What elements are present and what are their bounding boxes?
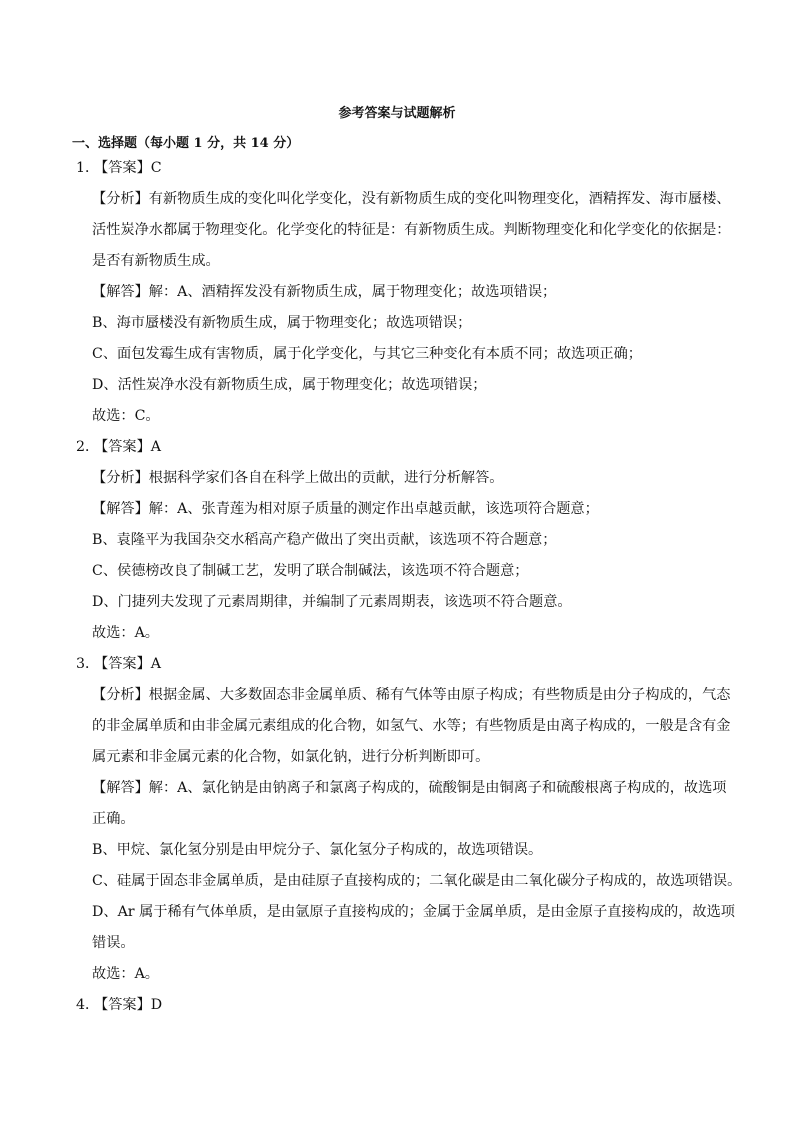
explanation-text: 【解答】解：A、氯化钠是由钠离子和氯离子构成的，硫酸铜是由铜离子和硫酸根离子构成的，故选项	[92, 780, 727, 796]
explanation-text: B、甲烷、氯化氢分别是由甲烷分子、氯化氢分子构成的，故选项错误。	[92, 842, 543, 858]
explanation-text: 【解答】解：A、酒精挥发没有新物质生成，属于物理变化；故选项错误；	[92, 284, 557, 300]
question-number: 1．	[76, 160, 100, 176]
answer-text: 【答案】A	[94, 439, 161, 455]
explanation-text: D、Ar 属于稀有气体单质，是由氩原子直接构成的；金属于金属单质，是由金原子直接构成的，故选项	[92, 904, 735, 920]
explanation-text: B、海市蜃楼没有新物质生成，属于物理变化；故选项错误；	[92, 315, 472, 331]
explanation-text: 属元素和非金属元素的化合物，如氯化钠，进行分析判断即可。	[92, 749, 490, 765]
question-number: 4．	[76, 997, 100, 1013]
explanation-text: D、活性炭净水没有新物质生成，属于物理变化；故选项错误；	[92, 377, 487, 393]
explanation-text: 【分析】有新物质生成的变化叫化学变化，没有新物质生成的变化叫物理变化，酒精挥发、海市蜃楼、	[92, 191, 731, 207]
question-number: 2．	[76, 439, 100, 455]
explanation-text: 故选：A。	[92, 625, 159, 641]
explanation-text: 【分析】根据科学家们各自在科学上做出的贡献，进行分析解答。	[92, 470, 504, 486]
explanation-text: C、面包发霉生成有害物质，属于化学变化，与其它三种变化有本质不同；故选项正确；	[92, 346, 642, 362]
page-title: 参考答案与试题解析	[338, 106, 456, 121]
section-heading: 一、选择题（每小题 1 分，共 14 分）	[72, 136, 300, 151]
explanation-text: 错误。	[92, 935, 135, 951]
explanation-text: 是否有新物质生成。	[92, 253, 220, 269]
question-number: 3．	[76, 656, 100, 672]
answer-text: 【答案】D	[94, 997, 163, 1013]
explanation-text: C、侯德榜改良了制碱工艺，发明了联合制碱法，该选项不符合题意；	[92, 563, 529, 579]
answer-text: 【答案】C	[94, 160, 162, 176]
explanation-text: 的非金属单质和由非金属元素组成的化合物，如氢气、水等；有些物质是由离子构成的，一般是含有金	[92, 718, 731, 734]
explanation-text: 活性炭净水都属于物理变化。化学变化的特征是：有新物质生成。判断物理变化和化学变化的依据是：	[92, 222, 731, 238]
explanation-text: C、硅属于固态非金属单质，是由硅原子直接构成的；二氧化碳是由二氧化碳分子构成的，故选项错误。	[92, 873, 742, 889]
explanation-text: 【解答】解：A、张青莲为相对原子质量的测定作出卓越贡献，该选项符合题意；	[92, 501, 599, 517]
explanation-text: D、门捷列夫发现了元素周期律，并编制了元素周期表，该选项不符合题意。	[92, 594, 572, 610]
answer-text: 【答案】A	[94, 656, 161, 672]
explanation-text: 故选：A。	[92, 966, 159, 982]
explanation-text: 【分析】根据金属、大多数固态非金属单质、稀有气体等由原子构成；有些物质是由分子构成的，气态	[92, 687, 731, 703]
explanation-text: 故选：C。	[92, 408, 160, 424]
explanation-text: 正确。	[92, 811, 135, 827]
explanation-text: B、袁隆平为我国杂交水稻高产稳产做出了突出贡献，该选项不符合题意；	[92, 532, 557, 548]
